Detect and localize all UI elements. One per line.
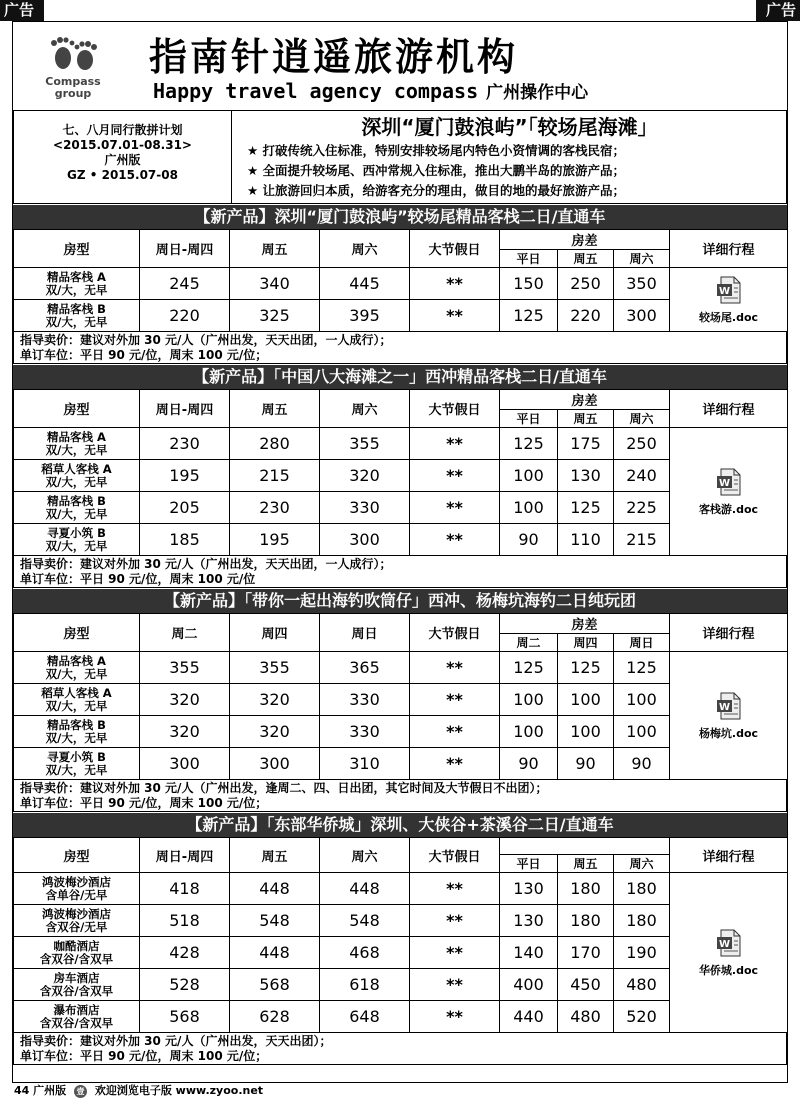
section-title: 【新产品】「东部华侨城」深圳、大侠谷+茶溪谷二日/直通车: [13, 813, 787, 837]
price-notes: [13, 556, 787, 588]
feature-line: ★ 全面提升较场尾、西冲常规入住标准，推出大鹏半岛的旅游产品；: [247, 163, 626, 178]
price-cell: **: [410, 1001, 500, 1033]
diff-subheader: 平日: [500, 410, 558, 428]
section-title: 【新产品】「带你一起出海钓吹筒仔」西冲、杨梅坑海钓二日纯玩团: [13, 589, 787, 613]
price-cell: 300: [320, 524, 410, 556]
price-cell: 195: [140, 460, 230, 492]
plan-line3: 广州版: [104, 153, 141, 167]
room-name: 精品客栈 A: [47, 269, 106, 284]
column-header: 周日-周四: [140, 390, 230, 428]
price-cell: 215: [230, 460, 320, 492]
diff-subheader: 周二: [500, 634, 558, 652]
room-name: 鸿波梅沙酒店: [42, 906, 111, 921]
room-terms: 双/大，无早: [45, 282, 108, 297]
price-cell: **: [410, 905, 500, 937]
logo: [33, 36, 113, 106]
price-cell: 448: [230, 937, 320, 969]
room-name: 咖酷酒店: [53, 938, 100, 953]
diff-subheader: 周六: [614, 410, 670, 428]
room-type: [14, 684, 140, 716]
price-cell: 100: [558, 716, 614, 748]
price-cell: 100: [500, 716, 558, 748]
ad-label-right: 广告: [756, 0, 800, 21]
column-header: 大节假日: [410, 838, 500, 873]
plan-box: [14, 111, 232, 203]
room-terms: 含双谷/含双早: [39, 951, 114, 966]
price-cell: 448: [320, 873, 410, 905]
price-cell: 140: [500, 937, 558, 969]
column-header: 周四: [230, 614, 320, 652]
room-name: 稻草人客栈 A: [41, 461, 112, 476]
column-header: 大节假日: [410, 390, 500, 428]
price-cell: 568: [230, 969, 320, 1001]
intro-box: [13, 110, 787, 204]
room-diff-header: 房差: [500, 390, 670, 410]
room-terms: 双/大，无早: [45, 730, 108, 745]
price-cell: 225: [614, 492, 670, 524]
price-cell: 300: [230, 748, 320, 780]
price-cell: 628: [230, 1001, 320, 1033]
price-cell: 440: [500, 1001, 558, 1033]
price-cell: 518: [140, 905, 230, 937]
plan-line1: 七、八月同行散拼计划: [62, 123, 183, 137]
price-table: [13, 613, 788, 780]
price-notes: [13, 1033, 787, 1065]
price-cell: 125: [558, 652, 614, 684]
price-cell: 395: [320, 300, 410, 332]
price-cell: 445: [320, 268, 410, 300]
room-diff-header: 房差: [500, 230, 670, 250]
price-cell: 125: [500, 428, 558, 460]
price-cell: 100: [500, 492, 558, 524]
price-cell: 320: [140, 716, 230, 748]
price-cell: 90: [500, 748, 558, 780]
price-cell: 180: [614, 873, 670, 905]
price-cell: 428: [140, 937, 230, 969]
price-cell: 230: [140, 428, 230, 460]
room-type: [14, 300, 140, 332]
footer-text: 欢迎浏览电子版 www.zyoo.net: [94, 1084, 264, 1097]
price-cell: **: [410, 684, 500, 716]
price-cell: 528: [140, 969, 230, 1001]
price-cell: 618: [320, 969, 410, 1001]
room-name: 瀑布酒店: [53, 1002, 100, 1017]
price-cell: 100: [500, 684, 558, 716]
page-number: 44: [14, 1084, 30, 1097]
product-section: [13, 365, 787, 588]
room-name: 稻草人客栈 A: [41, 685, 112, 700]
price-cell: 320: [140, 684, 230, 716]
price-cell: 468: [320, 937, 410, 969]
price-cell: 180: [558, 873, 614, 905]
price-cell: 175: [558, 428, 614, 460]
price-cell: 448: [230, 873, 320, 905]
price-cell: 400: [500, 969, 558, 1001]
room-terms: 双/大，无早: [45, 474, 108, 489]
room-type: [14, 873, 140, 905]
price-cell: 180: [614, 905, 670, 937]
intro-features: [233, 111, 786, 203]
word-document-icon: [715, 928, 743, 958]
column-header: 周日-周四: [140, 838, 230, 873]
itinerary-doc-link[interactable]: 客栈游.doc: [698, 502, 759, 516]
price-cell: **: [410, 300, 500, 332]
price-table: [13, 229, 788, 332]
table-row: [14, 652, 788, 684]
note-line: 指导卖价：建议对外加 30 元/人（广州出发，天天出团）；: [20, 1034, 332, 1048]
price-cell: 330: [320, 684, 410, 716]
logo-text-line2: group: [54, 87, 92, 100]
room-type: [14, 460, 140, 492]
price-cell: **: [410, 748, 500, 780]
price-cell: 110: [558, 524, 614, 556]
note-line: 指导卖价：建议对外加 30 元/人（广州出发，天天出团，一人成行）；: [20, 557, 392, 571]
price-cell: 300: [614, 300, 670, 332]
room-terms: 双/大，无早: [45, 538, 108, 553]
price-cell: 240: [614, 460, 670, 492]
plan-line4: GZ • 2015.07-08: [67, 168, 178, 182]
edition-label: 广州版: [33, 1084, 67, 1097]
footer: [14, 1083, 263, 1098]
room-name: 寻夏小筑 B: [47, 749, 106, 764]
price-cell: 320: [230, 684, 320, 716]
itinerary-doc-link[interactable]: 华侨城.doc: [698, 963, 759, 977]
room-terms: 双/大，无早: [45, 314, 108, 329]
price-cell: 480: [614, 969, 670, 1001]
itinerary-doc[interactable]: [670, 428, 788, 556]
column-header: 详细行程: [670, 614, 788, 652]
column-header: 周六: [320, 230, 410, 268]
price-cell: 100: [558, 684, 614, 716]
diff-subheader: 周四: [558, 634, 614, 652]
room-terms: 含双谷/无早: [45, 919, 108, 934]
room-type: [14, 969, 140, 1001]
room-type: [14, 748, 140, 780]
note-line: 指导卖价：建议对外加 30 元/人（广州出发，天天出团，一人成行）；: [20, 333, 392, 347]
footprints-icon: [45, 36, 101, 72]
column-header: 详细行程: [670, 390, 788, 428]
section-title: 【新产品】「中国八大海滩之一」西冲精品客栈二日/直通车: [13, 365, 787, 389]
price-cell: 220: [558, 300, 614, 332]
price-cell: 320: [230, 716, 320, 748]
diff-subheader: 周六: [614, 250, 670, 268]
price-cell: **: [410, 524, 500, 556]
intro-title: 深圳“厦门鼓浪屿”「较场尾海滩」: [361, 115, 658, 139]
price-cell: 125: [500, 300, 558, 332]
room-terms: 双/大，无早: [45, 506, 108, 521]
note-line: 单订车位：平日 90 元/位，周末 100 元/位: [20, 572, 256, 586]
price-cell: 100: [614, 716, 670, 748]
price-cell: 648: [320, 1001, 410, 1033]
word-document-icon: [715, 467, 743, 497]
price-cell: **: [410, 428, 500, 460]
price-cell: 205: [140, 492, 230, 524]
column-header: 房型: [14, 390, 140, 428]
price-cell: 280: [230, 428, 320, 460]
price-cell: **: [410, 937, 500, 969]
price-cell: 418: [140, 873, 230, 905]
room-name: 精品客栈 B: [47, 717, 106, 732]
price-cell: 450: [558, 969, 614, 1001]
price-cell: 190: [614, 937, 670, 969]
room-diff-header: [500, 838, 670, 855]
column-header: 房型: [14, 838, 140, 873]
price-cell: 185: [140, 524, 230, 556]
room-type: [14, 905, 140, 937]
price-cell: 230: [230, 492, 320, 524]
price-cell: 90: [558, 748, 614, 780]
room-type: [14, 492, 140, 524]
price-cell: 125: [614, 652, 670, 684]
diff-subheader: 平日: [500, 250, 558, 268]
table-row: [14, 873, 788, 905]
price-cell: 170: [558, 937, 614, 969]
logo-text-line1: Compass: [45, 75, 101, 88]
price-cell: 215: [614, 524, 670, 556]
product-section: [13, 813, 787, 1065]
column-header: 房型: [14, 230, 140, 268]
room-terms: 双/大，无早: [45, 698, 108, 713]
price-notes: [13, 332, 787, 364]
note-line: 指导卖价：建议对外加 30 元/人（广州出发，逢周二、四、日出团，其它时间及大节假日不出团）；: [20, 781, 548, 795]
price-cell: 125: [558, 492, 614, 524]
feature-line: ★ 打破传统入住标准，特别安排较场尾内特色小资情调的客栈民宿；: [247, 143, 626, 158]
table-row: [14, 428, 788, 460]
column-header: 详细行程: [670, 838, 788, 873]
price-cell: 220: [140, 300, 230, 332]
price-cell: 130: [558, 460, 614, 492]
diff-subheader: 周日: [614, 634, 670, 652]
diff-subheader: 周六: [614, 855, 670, 873]
room-type: [14, 524, 140, 556]
price-cell: 568: [140, 1001, 230, 1033]
price-cell: 245: [140, 268, 230, 300]
price-cell: 350: [614, 268, 670, 300]
room-type: [14, 1001, 140, 1033]
column-header: 周五: [230, 838, 320, 873]
itinerary-doc-link[interactable]: 较场尾.doc: [698, 310, 759, 324]
room-terms: 双/大，无早: [45, 762, 108, 777]
ad-label-left: 广告: [0, 0, 44, 21]
svg-text:W: W: [718, 701, 730, 713]
price-cell: 100: [500, 460, 558, 492]
itinerary-doc[interactable]: [670, 873, 788, 1033]
room-name: 精品客栈 B: [47, 493, 106, 508]
price-cell: 90: [614, 748, 670, 780]
slogan: [153, 78, 588, 103]
room-type: [14, 937, 140, 969]
itinerary-doc-link[interactable]: 杨梅坑.doc: [698, 726, 759, 740]
column-header: 周二: [140, 614, 230, 652]
price-cell: 330: [320, 492, 410, 524]
column-header: 大节假日: [410, 614, 500, 652]
price-cell: 548: [320, 905, 410, 937]
price-cell: 480: [558, 1001, 614, 1033]
column-header: 详细行程: [670, 230, 788, 268]
price-cell: 300: [140, 748, 230, 780]
product-section: [13, 589, 787, 812]
price-cell: 130: [500, 873, 558, 905]
itinerary-doc[interactable]: [670, 268, 788, 332]
price-cell: 340: [230, 268, 320, 300]
price-table: [13, 389, 788, 556]
price-cell: **: [410, 652, 500, 684]
room-type: [14, 652, 140, 684]
room-terms: 双/大，无早: [45, 442, 108, 457]
price-cell: 520: [614, 1001, 670, 1033]
product-section: [13, 205, 787, 364]
price-cell: 365: [320, 652, 410, 684]
column-header: 房型: [14, 614, 140, 652]
column-header: 大节假日: [410, 230, 500, 268]
column-header: 周五: [230, 230, 320, 268]
column-header: 周六: [320, 390, 410, 428]
price-cell: 310: [320, 748, 410, 780]
price-cell: 195: [230, 524, 320, 556]
note-line: 单订车位：平日 90 元/位，周末 100 元/位；: [20, 796, 268, 810]
price-cell: 325: [230, 300, 320, 332]
slogan-text: Happy travel agency compass: [153, 79, 479, 103]
note-line: 单订车位：平日 90 元/位，周末 100 元/位；: [20, 348, 268, 362]
price-table: [13, 837, 788, 1033]
room-type: [14, 716, 140, 748]
header: [13, 22, 787, 108]
column-header: 周日-周四: [140, 230, 230, 268]
room-name: 精品客栈 B: [47, 301, 106, 316]
word-document-icon: [715, 275, 743, 305]
price-cell: 125: [500, 652, 558, 684]
feature-line: ★ 让旅游回归本质，给游客充分的理由，做目的地的最好旅游产品；: [247, 183, 626, 198]
price-cell: 180: [558, 905, 614, 937]
price-cell: 250: [614, 428, 670, 460]
price-cell: 548: [230, 905, 320, 937]
price-cell: **: [410, 969, 500, 1001]
price-cell: **: [410, 460, 500, 492]
price-cell: **: [410, 873, 500, 905]
operation-center: 广州操作中心: [486, 83, 589, 103]
price-cell: 355: [140, 652, 230, 684]
column-header: 周六: [320, 838, 410, 873]
column-header: 周五: [230, 390, 320, 428]
price-cell: 355: [320, 428, 410, 460]
room-terms: 含双谷/含双早: [39, 1015, 114, 1030]
room-terms: 含单谷/无早: [45, 887, 108, 902]
price-cell: 320: [320, 460, 410, 492]
diff-subheader: 平日: [500, 855, 558, 873]
svg-text:W: W: [718, 938, 730, 950]
word-document-icon: [715, 691, 743, 721]
section-title: 【新产品】深圳“厦门鼓浪屿”较场尾精品客栈二日/直通车: [13, 205, 787, 229]
price-cell: 355: [230, 652, 320, 684]
diff-subheader: 周五: [558, 855, 614, 873]
room-name: 精品客栈 A: [47, 429, 106, 444]
note-line: 单订车位：平日 90 元/位，周末 100 元/位；: [20, 1049, 268, 1063]
room-diff-header: 房差: [500, 614, 670, 634]
price-cell: 100: [614, 684, 670, 716]
room-name: 寻夏小筑 B: [47, 525, 106, 540]
room-terms: 含双谷/含双早: [39, 983, 114, 998]
plan-line2: <2015.07.01-08.31>: [53, 138, 192, 152]
room-name: 鸿波梅沙酒店: [42, 874, 111, 889]
table-row: [14, 268, 788, 300]
diff-subheader: 周五: [558, 410, 614, 428]
room-type: [14, 268, 140, 300]
room-type: [14, 428, 140, 460]
price-cell: 250: [558, 268, 614, 300]
agency-title: 指南针逍遥旅游机构: [149, 34, 519, 79]
price-cell: 90: [500, 524, 558, 556]
svg-text:W: W: [718, 285, 730, 297]
price-cell: **: [410, 716, 500, 748]
column-header: 周日: [320, 614, 410, 652]
price-cell: **: [410, 492, 500, 524]
room-name: 精品客栈 A: [47, 653, 106, 668]
svg-text:W: W: [718, 477, 730, 489]
price-cell: **: [410, 268, 500, 300]
room-name: 房车酒店: [53, 970, 100, 985]
itinerary-doc[interactable]: [670, 652, 788, 780]
edition-badge-icon: 壹: [74, 1085, 87, 1098]
diff-subheader: 周五: [558, 250, 614, 268]
room-terms: 双/大，无早: [45, 666, 108, 681]
price-cell: 150: [500, 268, 558, 300]
price-cell: 330: [320, 716, 410, 748]
price-notes: [13, 780, 787, 812]
price-cell: 130: [500, 905, 558, 937]
